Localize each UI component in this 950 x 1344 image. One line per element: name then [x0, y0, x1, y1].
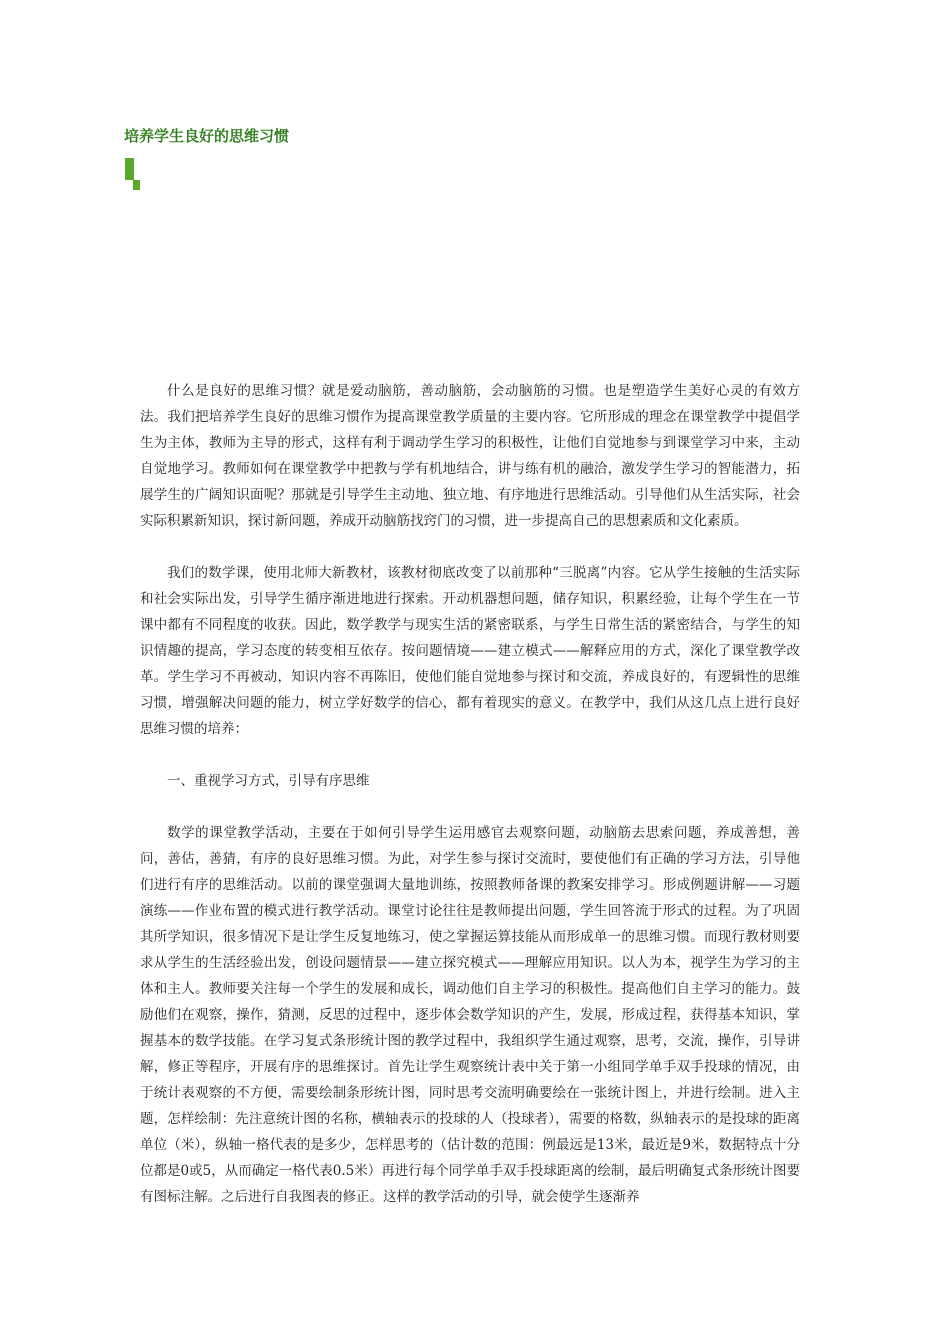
document-body: [140, 378, 800, 1210]
paragraph-math-class: 我们的数学课，使用北师大新教材，该教材彻底改变了以前那种“三脱离”内容。它从学生接触的生活实际和社会实际出发，引导学生循序渐进地进行探索。开动机器想问题，储存知识，积累经验，让每个学生在一节课中都有不同程度的收获。因此，数学教学与现实生活的紧密联系，与学生日常生活的紧密结合，与学生的知识情趣的提高，学习态度的转变相互依存。按问题情境——建立模式——解释应用的方式，深化了课堂教学改革。学生学习不再被动，知识内容不再陈旧，使他们能自觉地参与探讨和交流，养成良好的，有逻辑性的思维习惯，增强解决问题的能力，树立学好数学的信心，都有着现实的意义。在教学中，我们从这几点上进行良好思维习惯的培养：: [140, 565, 800, 737]
section-heading-1: 一、重视学习方式，引导有序思维: [167, 773, 370, 789]
green-step-bar-icon: [123, 156, 141, 192]
paragraph-intro: 什么是良好的思维习惯？就是爱动脑筋，善动脑筋，会动脑筋的习惯。也是塑造学生美好心灵的有效方法。我们把培养学生良好的思维习惯作为提高课堂教学质量的主要内容。它所形成的理念在课堂教学中提倡学生为主体，教师为主导的形式，这样有利于调动学生学习的积极性，让他们自觉地参与到课堂学习中来，主动自觉地学习。教师如何在课堂教学中把教与学有机地结合，讲与练有机的融洽，激发学生学习的智能潜力，拓展学生的广阔知识面呢？那就是引导学生主动地、独立地、有序地进行思维活动。引导他们从生活实际，社会实际积累新知识，探讨新问题，养成开动脑筋找窍门的习惯，进一步提高自己的思想素质和文化素质。: [140, 383, 800, 529]
paragraph-section-1: 数学的课堂教学活动，主要在于如何引导学生运用感官去观察问题，动脑筋去思索问题，养成善想，善问，善估，善猜，有序的良好思维习惯。为此，对学生参与探讨交流时，要使他们有正确的学习方法，引导他们进行有序的思维活动。以前的课堂强调大量地训练，按照教师备课的教案安排学习。形成例题讲解——习题演练——作业布置的模式进行教学活动。课堂讨论往往是教师提出问题，学生回答流于形式的过程。为了巩固其所学知识，很多情况下是让学生反复地练习，使之掌握运算技能从而形成单一的思维习惯。而现行教材则要求从学生的生活经验出发，创设问题情景——建立探究模式——理解应用知识。以人为本，视学生为学习的主体和主人。教师要关注每一个学生的发展和成长，调动他们自主学习的积极性。提高他们自主学习的能力。鼓励他们在观察，操作，猜测，反思的过程中，逐步体会数学知识的产生，发展，形成过程，获得基本知识，掌握基本的数学技能。在学习复式条形统计图的教学过程中，我组织学生通过观察，思考，交流，操作，引导讲解，修正等程序，开展有序的思维探讨。首先让学生观察统计表中关于第一小组同学单手双手投球的情况，由于统计表观察的不方便，需要绘制条形统计图，同时思考交流明确要绘在一张统计图上，并进行绘制。进入主题，怎样绘制：先注意统计图的名称，横轴表示的投球的人（投球者），需要的格数，纵轴表示的是投球的距离单位（米），纵轴一格代表的是多少，怎样思考的（估计数的范围：例最远是13米，最近是9米，数据特点十分位都是0或5，从而确定一格代表0.5米）再进行每个同学单手双手投球距离的绘制，最后明确复式条形统计图要有图标注解。之后进行自我图表的修正。这样的教学活动的引导，就会使学生逐渐养: [140, 825, 800, 1205]
document-title: 培养学生良好的思维习惯: [124, 127, 290, 145]
green-step-bar-shape: [125, 158, 140, 190]
